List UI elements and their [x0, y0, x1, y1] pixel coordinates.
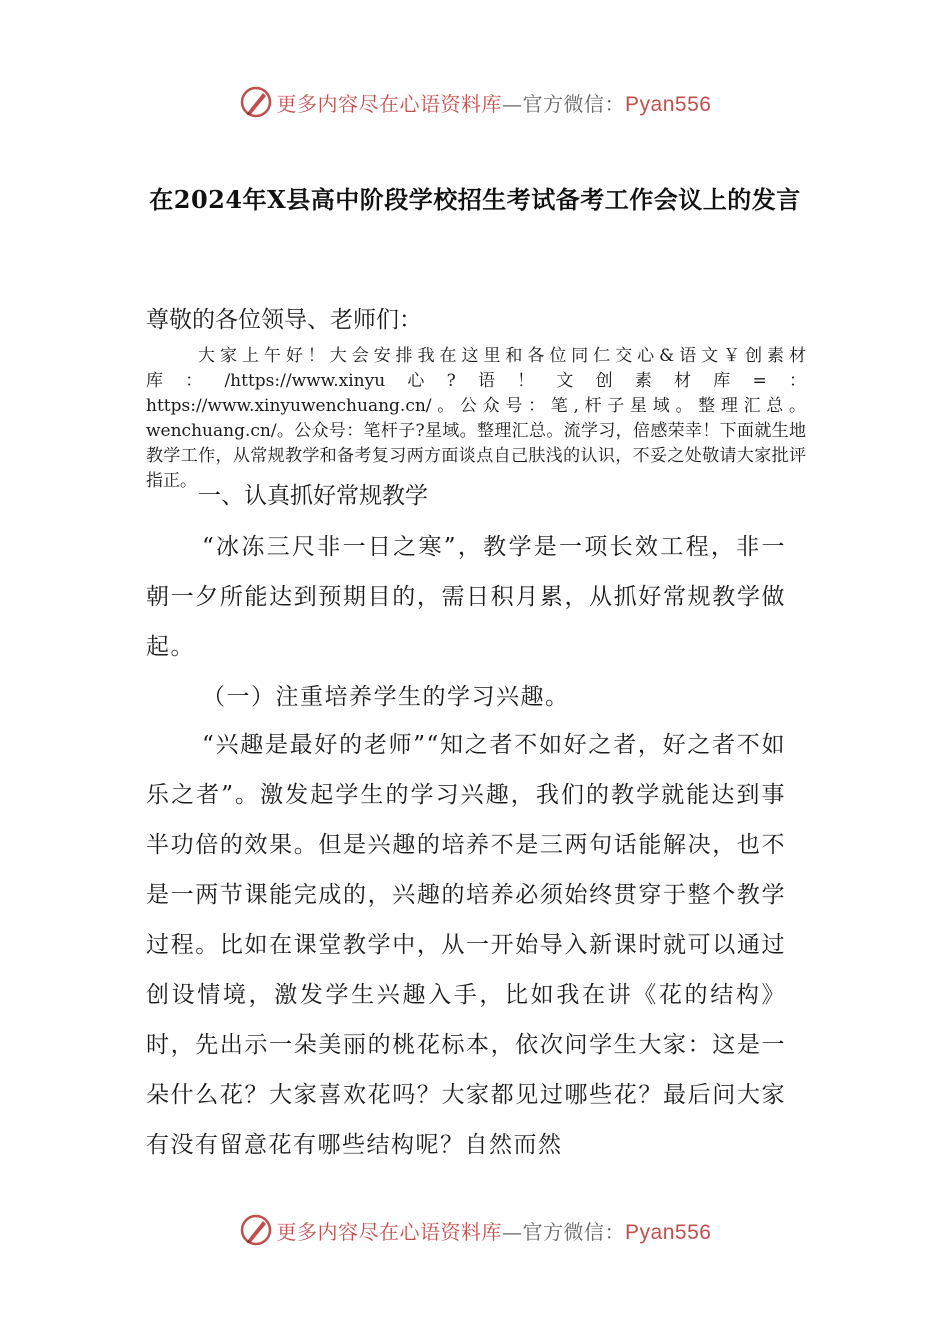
intro-paragraph: 大家上午好！大会安排我在这里和各位同仁交心&语文￥创素材库：/https://www.xinyu心?语！文创素材库=：https://www.xinyuwenchuang.cn/。公众号：笔,杆子星域。整理汇总。wenchuang.cn/。公众号：笔杆子?星域。整理汇总。流学习，倍感荣幸！下面就生地教学工作，从常规教学和备考复习两方面谈点自己肤浅的认识，不妥之处敬请大家批评指正。	[146, 346, 806, 491]
section-heading-1: 一、认真抓好常规教学	[198, 483, 428, 509]
paragraph-1: “冰冻三尺非一日之寒”，教学是一项长效工程，非一朝一夕所能达到预期目的，需日积月累，从抓好常规教学做起。	[146, 534, 786, 660]
header-banner	[0, 82, 950, 122]
footer-banner	[0, 1210, 950, 1250]
banner-text: 更多内容尽在心语资料库—官方微信：Pyan556	[276, 91, 712, 116]
banner-text: 更多内容尽在心语资料库—官方微信：Pyan556	[276, 1219, 712, 1244]
paragraph-2: “兴趣是最好的老师”“知之者不如好之者，好之者不如乐之者”。激发起学生的学习兴趣，我们的教学就能达到事半功倍的效果。但是兴趣的培养不是三两句话能解决，也不是一两节课能完成的，兴趣的培养必须始终贯穿于整个教学过程。比如在课堂教学中，从一开始导入新课时就可以通过创设情境，激发学生兴趣入手，比如我在讲《花的结构》时，先出示一朵美丽的桃花标本，依次问学生大家：这是一朵什么花？大家喜欢花吗？大家都见过哪些花？最后问大家有没有留意花有哪些结构呢？自然而然	[146, 732, 786, 1158]
pen-logo-icon	[239, 85, 273, 119]
greeting: 尊敬的各位领导、老师们：	[146, 307, 422, 333]
subheading-1: （一）注重培养学生的学习兴趣。	[202, 684, 570, 710]
pen-logo-icon	[239, 1213, 273, 1247]
document-title: 在2024年X县高中阶段学校招生考试备考工作会议上的发言	[149, 185, 801, 214]
